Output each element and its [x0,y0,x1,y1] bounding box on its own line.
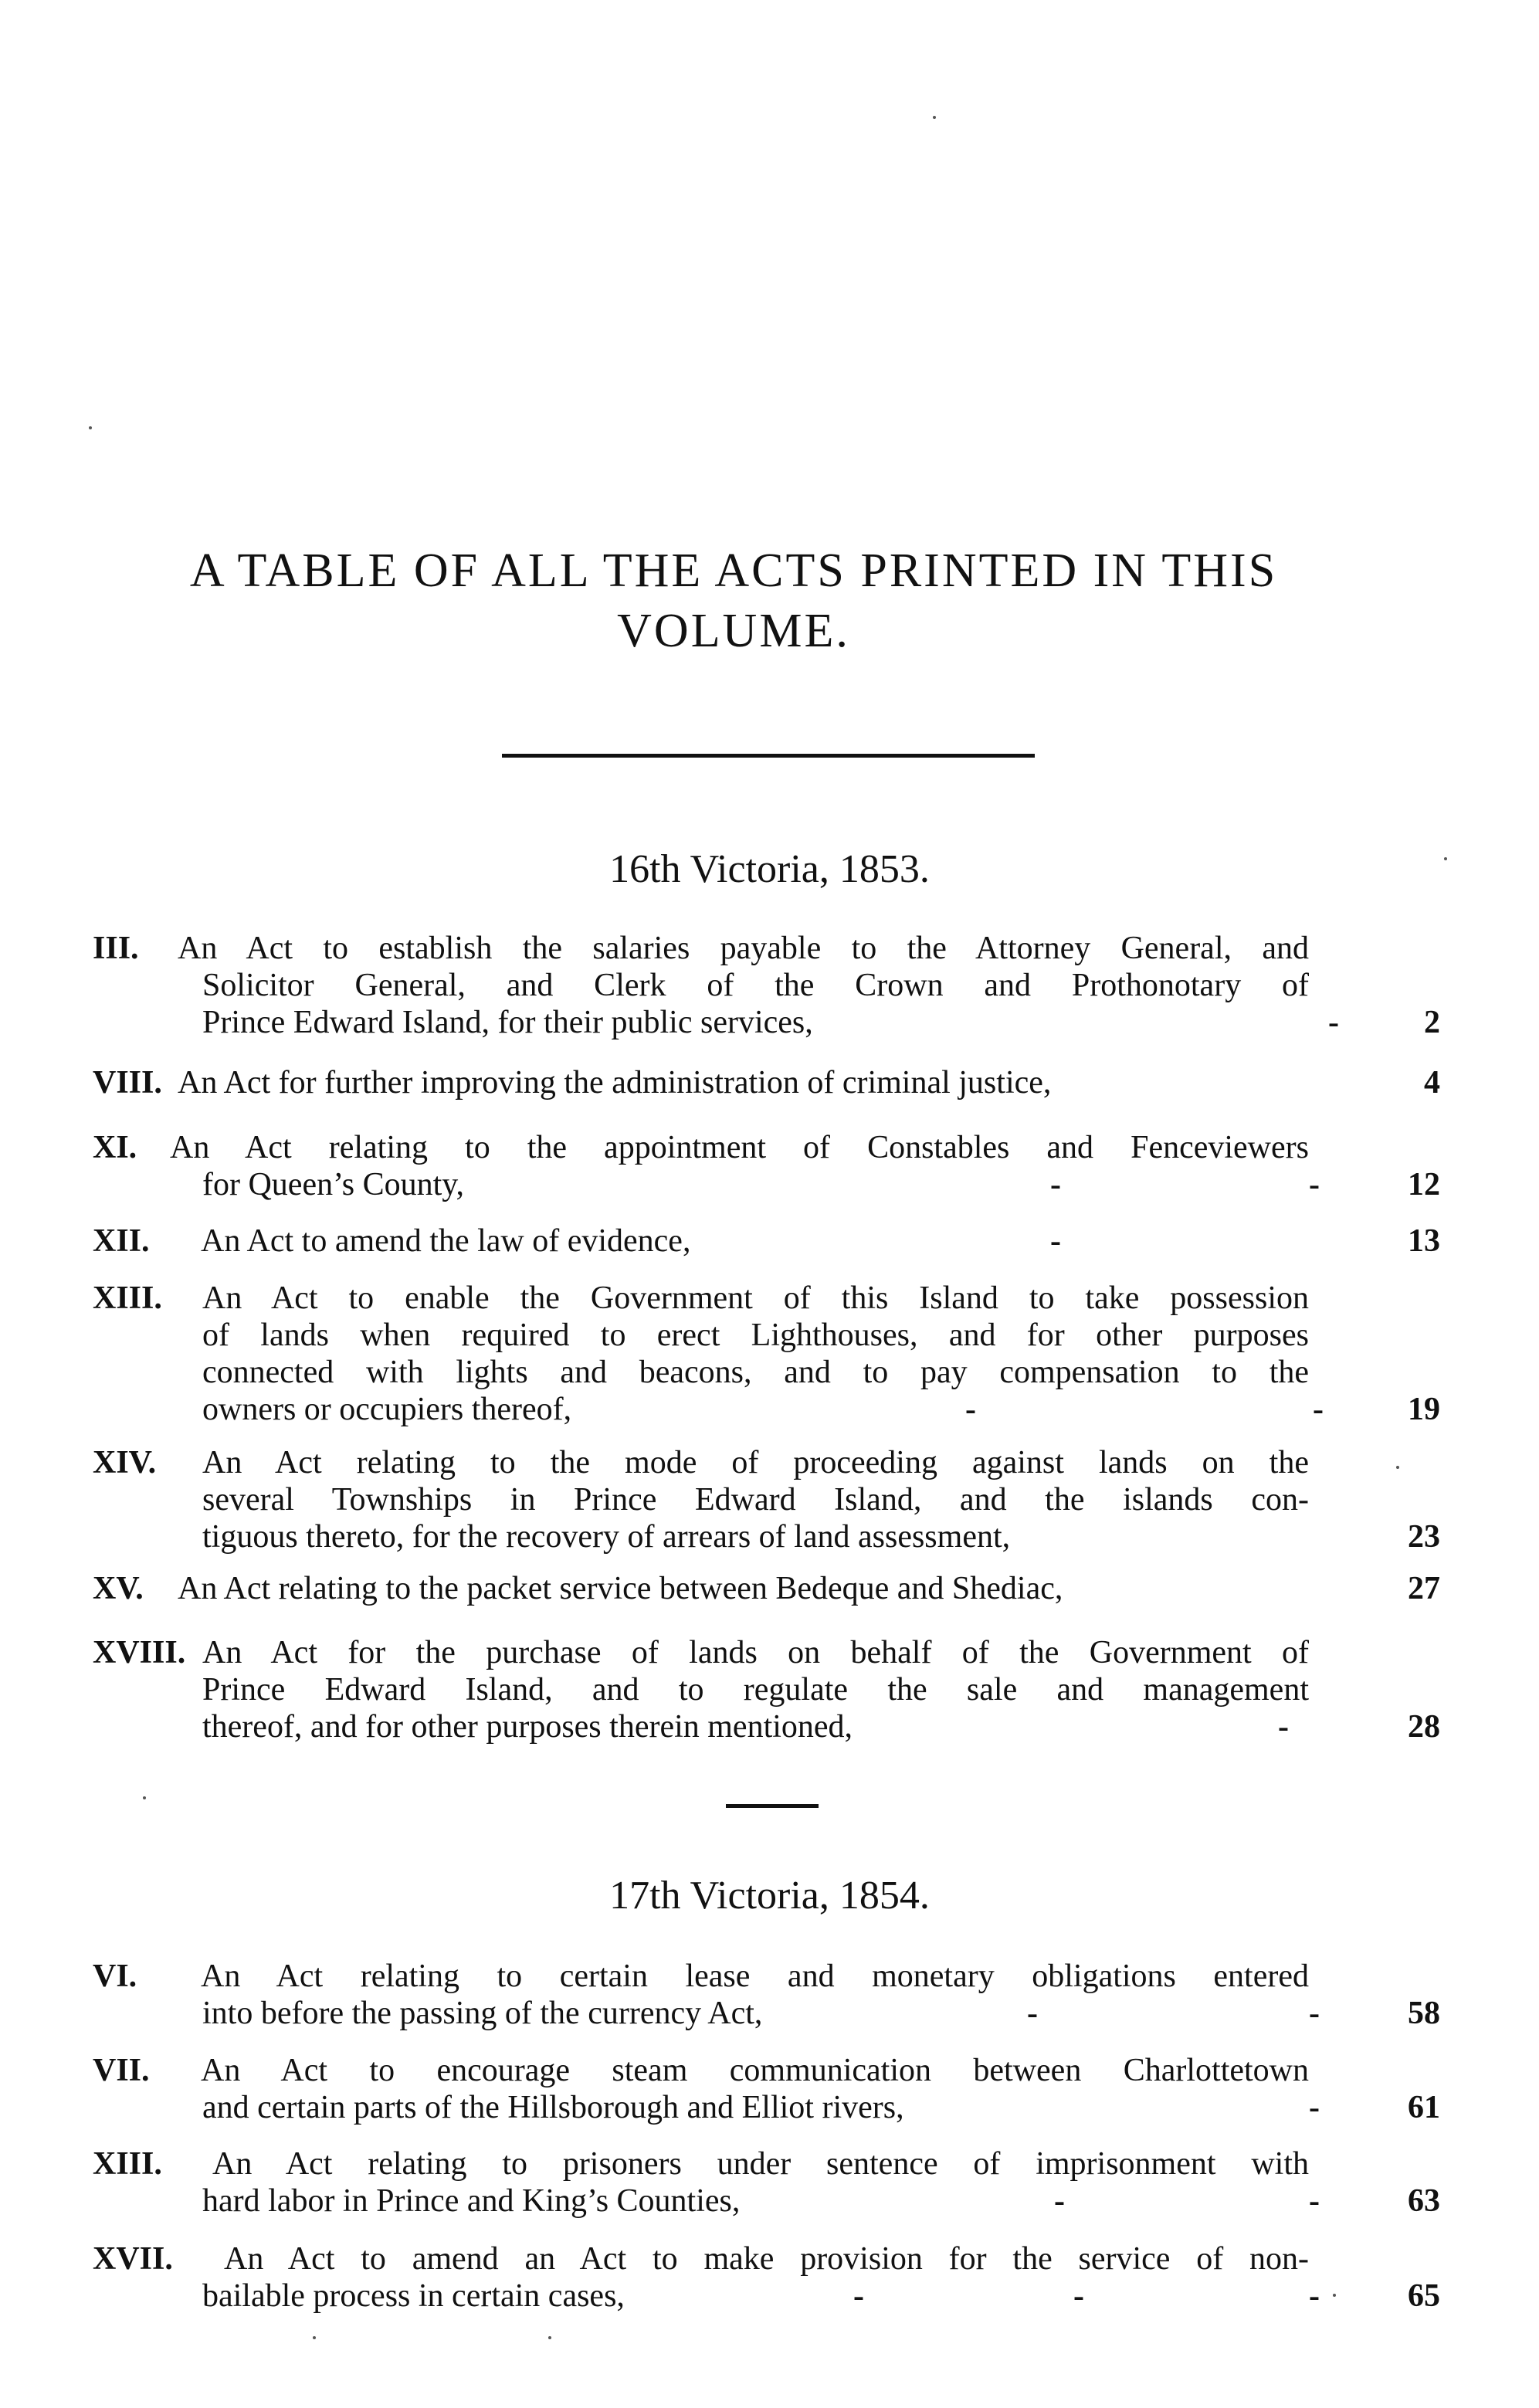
act-entry [93,1280,1440,1428]
act-row [93,1166,1440,1203]
leader-dash: - [1309,2183,1320,2219]
act-row [93,1570,1440,1607]
act-number: XIV. [93,1445,157,1480]
act-entry [93,2240,1440,2315]
act-row [93,1064,1440,1101]
act-description-line: An Act to enable the Government of this Island to take possession [202,1280,1309,1316]
leader-dash: - [853,2278,864,2314]
act-description-line: An Act relating to prisoners under sentence of imprisonment with [212,2146,1309,2182]
page-number: 4 [1424,1065,1440,1101]
act-row [93,1481,1440,1518]
act-number: XII. [93,1223,150,1259]
act-entry [93,1129,1440,1203]
act-description-line: An Act to amend an Act to make provision for the service of non- [224,2241,1309,2277]
act-row [93,1671,1440,1708]
act-row [93,1354,1440,1391]
leader-dash: - [1050,1167,1061,1202]
act-description-line: and certain parts of the Hillsborough and Elliot rivers, [202,2090,904,2125]
print-speck [1396,1466,1399,1469]
act-row [93,1995,1440,2032]
act-description-line: hard labor in Prince and King’s Counties, [202,2183,741,2219]
act-description-line: An Act for the purchase of lands on behalf of the Government of [202,1635,1309,1670]
page-number: 63 [1408,2183,1440,2219]
act-row [93,1004,1440,1041]
act-row [93,930,1440,967]
act-number: XIII. [93,1280,162,1316]
act-number: XVIII. [93,1635,186,1670]
leader-dash: - [1050,1223,1061,1259]
act-row [93,2277,1440,2315]
act-row [93,2052,1440,2089]
print-speck [1333,2294,1336,2297]
act-number: III. [93,931,139,966]
act-row [93,2145,1440,2182]
leader-dash: - [1278,1709,1289,1745]
act-entry [93,2052,1440,2126]
page-number: 19 [1408,1392,1440,1427]
act-description-line: for Queen’s County, [202,1167,465,1202]
act-row [93,1444,1440,1481]
act-description-line: Prince Edward Island, for their public services, [202,1005,813,1040]
leader-dash: - [1054,2183,1065,2219]
title-divider-rule [502,754,1035,758]
act-number: XVII. [93,2241,173,2277]
page-number: 58 [1408,1996,1440,2031]
act-row [93,1391,1440,1428]
act-row [93,2240,1440,2277]
act-description-line: An Act relating to the appointment of Constables and Fenceviewers [170,1130,1309,1165]
print-speck [933,116,936,119]
section-heading-1854: 17th Victoria, 1854. [609,1874,930,1918]
act-number: VI. [93,1959,137,1994]
act-entry [93,1958,1440,2032]
act-number: XV. [93,1571,144,1606]
act-entry [93,930,1440,1041]
section-divider-rule [726,1804,819,1808]
leader-dash: - [965,1392,976,1427]
act-description-line: bailable process in certain cases, [202,2278,625,2314]
leader-dash: - [1309,2090,1320,2125]
page-number: 13 [1408,1223,1440,1259]
act-description-line: tiguous thereto, for the recovery of arrears of land assessment, [202,1519,1011,1555]
act-description-line: An Act for further improving the administration of criminal justice, [178,1065,1052,1101]
print-speck [313,2336,316,2339]
leader-dash: - [1073,2278,1084,2314]
act-description-line: An Act relating to the mode of proceeding against lands on the [202,1445,1309,1480]
print-speck [1444,857,1447,860]
act-description-line: Prince Edward Island, and to regulate the sale and management [202,1672,1309,1708]
page-number: 12 [1408,1167,1440,1202]
act-description-line: An Act relating to the packet service between Bedeque and Shediac, [178,1571,1063,1606]
print-speck [143,1796,146,1799]
act-number: XI. [93,1130,137,1165]
page-number: 61 [1408,2090,1440,2125]
act-entry [93,1223,1440,1260]
act-description-line: several Townships in Prince Edward Island, and the islands con- [202,1482,1309,1518]
act-description-line: into before the passing of the currency Act, [202,1996,763,2031]
act-description-line: owners or occupiers thereof, [202,1392,572,1427]
act-description-line: An Act to amend the law of evidence, [201,1223,691,1259]
act-entry [93,1634,1440,1745]
leader-dash: - [1309,2278,1320,2314]
page-title: A TABLE OF ALL THE ACTS PRINTED IN THIS VOLUME. [189,544,1278,657]
act-row [93,1280,1440,1317]
act-row [93,1317,1440,1354]
act-description-line: connected with lights and beacons, and to pay compensation to the [202,1355,1309,1390]
act-row [93,2182,1440,2220]
act-entry [93,1444,1440,1555]
page-number: 23 [1408,1519,1440,1555]
act-description-line: Solicitor General, and Clerk of the Crown and Prothonotary of [202,968,1309,1003]
act-row [93,1129,1440,1166]
act-description-line: thereof, and for other purposes therein mentioned, [202,1709,853,1745]
act-entry [93,2145,1440,2220]
act-description-line: An Act relating to certain lease and monetary obligations entered [201,1959,1309,1994]
act-row [93,1708,1440,1745]
print-speck [548,2336,551,2339]
print-speck [89,426,92,429]
act-entry [93,1064,1440,1101]
act-number: XIII. [93,2146,162,2182]
page-number: 28 [1408,1709,1440,1745]
act-row [93,967,1440,1004]
act-description-line: An Act to encourage steam communication between Charlottetown [201,2053,1309,2088]
act-entry [93,1570,1440,1607]
act-row [93,1518,1440,1555]
act-description-line: of lands when required to erect Lighthouses, and for other purposes [202,1318,1309,1353]
leader-dash: - [1027,1996,1038,2031]
leader-dash: - [1309,1167,1320,1202]
leader-dash: - [1309,1996,1320,2031]
section-heading-1853: 16th Victoria, 1853. [609,847,930,891]
act-row [93,2089,1440,2126]
act-row [93,1634,1440,1671]
page-number: 27 [1408,1571,1440,1606]
leader-dash: - [1313,1392,1324,1427]
leader-dash: - [1328,1005,1339,1040]
page-number: 2 [1424,1005,1440,1040]
act-number: VIII. [93,1065,162,1101]
act-description-line: An Act to establish the salaries payable to the Attorney General, and [178,931,1309,966]
act-number: VII. [93,2053,150,2088]
act-row [93,1958,1440,1995]
page-number: 65 [1408,2278,1440,2314]
act-row [93,1223,1440,1260]
